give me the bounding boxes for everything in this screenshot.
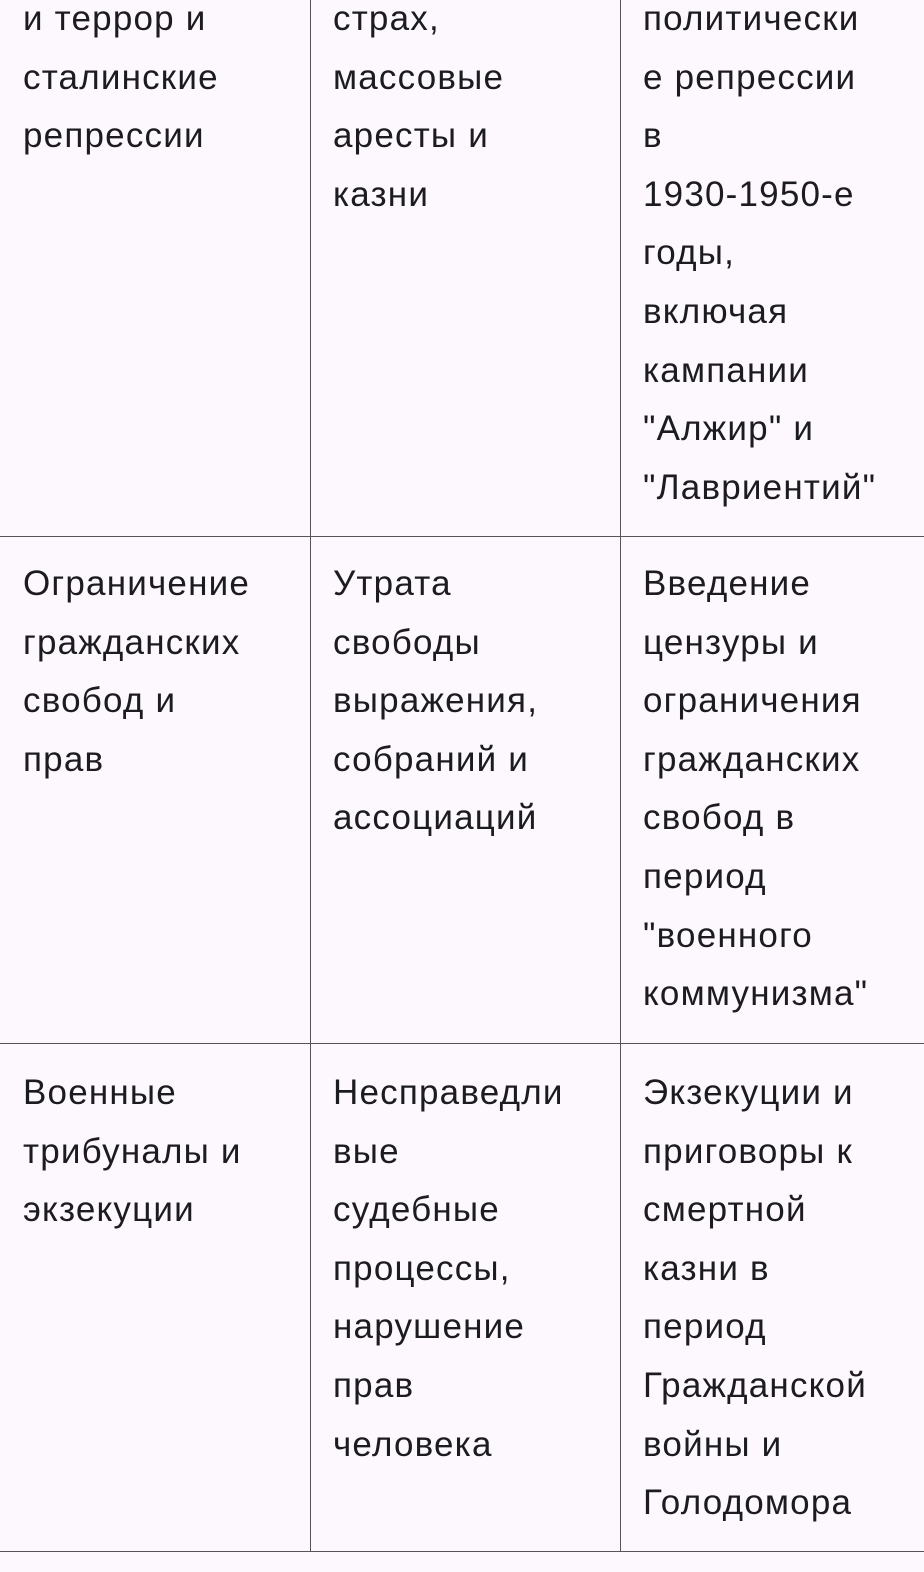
table-cell: Военные трибуналы и экзекуции xyxy=(0,1044,310,1551)
table-cell: Несправедли вые судебные процессы, нарушение прав человека xyxy=(310,1044,620,1551)
table-cell: политически е репрессии в 1930-1950-е годы, включая кампании "Алжир" и "Лавриентий" xyxy=(620,0,924,536)
table-cell: Ограничение гражданских свобод и прав xyxy=(0,537,310,1043)
table-row xyxy=(0,537,924,1044)
table-cell: Утрата свободы выражения, собраний и ассоциаций xyxy=(310,537,620,1043)
table-cell: Экзекуции и приговоры к смертной казни в период Гражданской войны и Голодомора xyxy=(620,1044,924,1551)
table-row xyxy=(0,1044,924,1552)
table-cell: Введение цензуры и ограничения гражданских свобод в период "военного коммунизма" xyxy=(620,537,924,1043)
table-cell: страх, массовые аресты и казни xyxy=(310,0,620,536)
table-row xyxy=(0,0,924,537)
table-cell: и террор и сталинские репрессии xyxy=(0,0,310,536)
